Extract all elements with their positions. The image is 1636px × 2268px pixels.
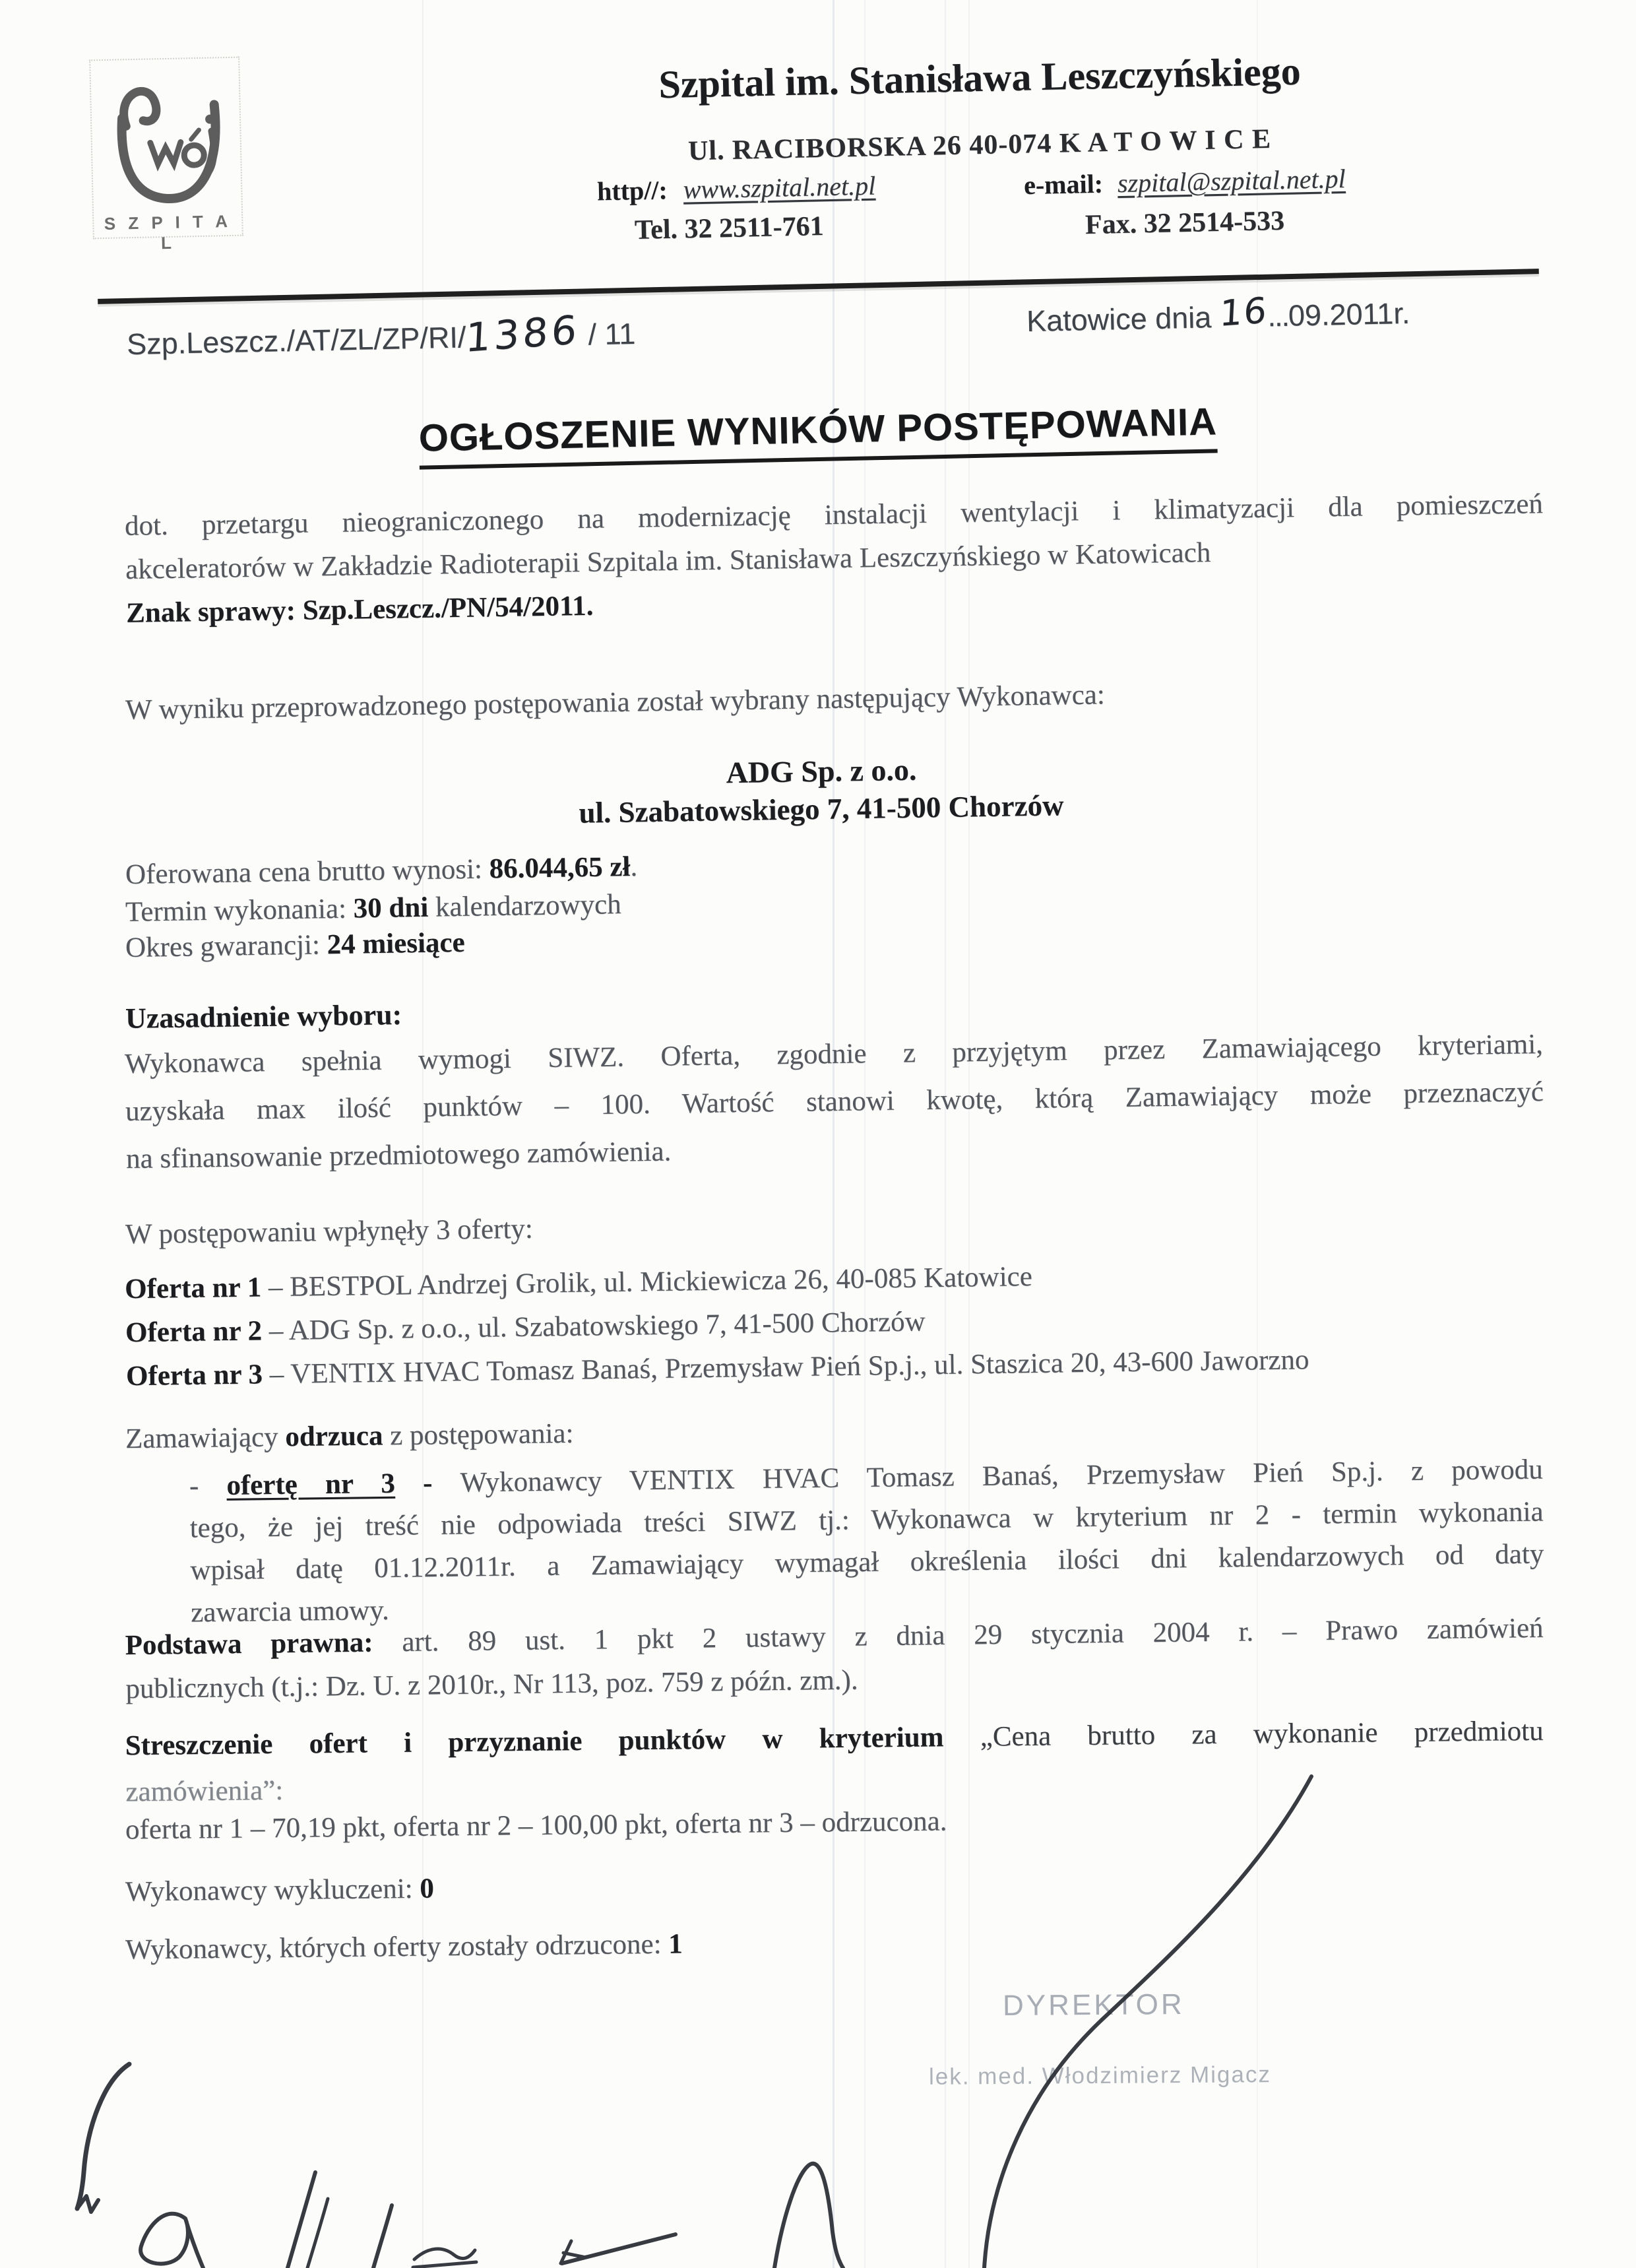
date-prefix: Katowice dnia — [1026, 300, 1220, 339]
logo-smile-icon — [90, 58, 241, 213]
selection-lead: W wyniku przeprowadzonego postępowania został wybrany następujący Wykonawca: — [125, 679, 1106, 726]
rejected-offer-label: ofertę nr 3 — [226, 1468, 396, 1501]
reference-prefix: Szp.Leszcz./AT/ZL/ZP/RI/ — [126, 320, 466, 362]
rejected-label: Wykonawcy, których oferty zostały odrzucone: — [125, 1928, 669, 1966]
justification-line: na sfinansowanie przedmiotowego zamówienia. — [125, 1136, 672, 1175]
email-address: szpital@szpital.net.pl — [1117, 163, 1346, 199]
warranty-label: Okres gwarancji: — [125, 929, 328, 964]
subject-line: dot. przetargu nieograniczonego na modernizację instalacji wentylacji i klimatyzacji dla pomieszczeń — [124, 488, 1544, 542]
rejection-lead-suffix: z postępowania: — [383, 1417, 574, 1452]
offer-label: Oferta nr 3 — [125, 1359, 263, 1392]
email-label: e-mail: — [1023, 168, 1104, 201]
summary-heading-rest: „Cena brutto za wykonanie przedmiotu — [943, 1715, 1544, 1753]
date-suffix: 09.2011r. — [1288, 296, 1410, 333]
subject-paragraph — [125, 482, 1545, 635]
subject-line: akceleratorów w Zakładzie Radioterapii Szpitala im. Stanisława Leszczyńskiego w Katowicach — [125, 537, 1211, 585]
rejection-paragraph — [189, 1448, 1545, 1634]
legal-basis-line: publicznych (t.j.: Dz. U. z 2010r., Nr 113, poz. 759 z późn. zm.). — [125, 1664, 858, 1705]
rejection-lead-prefix: Zamawiający — [125, 1421, 286, 1455]
reference-suffix: / 11 — [579, 316, 636, 352]
completion-term — [125, 888, 621, 928]
website-url: www.szpital.net.pl — [683, 170, 876, 205]
winner-name: ADG Sp. z o.o. — [726, 752, 917, 790]
rejected-count — [125, 1928, 683, 1966]
place-and-date — [1026, 290, 1410, 340]
rejection-line: wpisał datę 01.12.2011r. a Zamawiający wymagał określenia ilości dni kalendarzowych od daty — [190, 1538, 1544, 1586]
rejection-lead — [125, 1417, 574, 1455]
price-tail: . — [630, 851, 638, 883]
director-title-stamp: DYREKTOR — [1002, 1988, 1185, 2022]
term-label: Termin wykonania: — [125, 893, 354, 928]
justification-heading: Uzasadnienie wyboru: — [125, 998, 402, 1035]
date-dots: ... — [1267, 298, 1289, 333]
excluded-count — [125, 1873, 434, 1908]
fax: Fax. 32 2514-533 — [1085, 205, 1285, 241]
director-name-stamp: lek. med. Włodzimierz Migacz — [928, 2061, 1272, 2090]
legal-basis-text: art. 89 ust. 1 pkt 2 ustawy z dnia 29 stycznia 2004 r. – Prawo zamówień — [373, 1612, 1544, 1658]
legal-basis-label: Podstawa prawna: — [125, 1627, 373, 1662]
offer-label: Oferta nr 1 — [124, 1272, 262, 1305]
rejection-line: tego, że jej treść nie odpowiada treści SIWZ tj.: Wykonawca w kryterium nr 2 - termin wykonania — [189, 1496, 1544, 1544]
hospital-logo — [89, 57, 243, 253]
justification-paragraph — [125, 1021, 1545, 1183]
offer-text: – VENTIX HVAC Tomasz Banaś, Przemysław Pień Sp.j., ul. Staszica 20, 43-600 Jaworzno — [262, 1344, 1309, 1390]
warranty-value: 24 miesiące — [327, 926, 465, 961]
reference-number — [126, 308, 636, 364]
offer-label: Oferta nr 2 — [125, 1315, 263, 1349]
term-value: 30 dni — [353, 891, 429, 924]
offer-text: – BESTPOL Andrzej Grolik, ul. Mickiewicza 26, 40-085 Katowice — [261, 1261, 1033, 1303]
winner-address: ul. Szabatowskiego 7, 41-500 Chorzów — [579, 789, 1064, 829]
website-label: http//: — [596, 175, 668, 207]
term-tail: kalendarzowych — [427, 889, 622, 923]
price-value: 86.044,65 zł — [489, 851, 631, 885]
offers-list — [125, 1248, 1571, 1399]
rejection-dash: - — [189, 1470, 227, 1502]
case-number: Znak sprawy: Szp.Leszcz./PN/54/2011. — [125, 590, 594, 629]
document-title: OGŁOSZENIE WYNIKÓW POSTĘPOWANIA — [418, 399, 1218, 469]
excluded-value: 0 — [420, 1873, 435, 1904]
phone: Tel. 32 2511-761 — [634, 211, 825, 245]
offers-lead: W postępowaniu wpłynęły 3 oferty: — [125, 1213, 534, 1250]
email-row — [1024, 163, 1346, 201]
points-summary: oferta nr 1 – 70,19 pkt, oferta nr 2 – 100,00 pkt, oferta nr 3 – odrzucona. — [125, 1805, 947, 1846]
rejection-lead-bold: odrzuca — [285, 1420, 383, 1453]
summary-heading — [125, 1708, 1544, 1816]
justification-line: uzyskała max ilość punktów – 100. Wartość stanowi kwotę, którą Zamawiający może przeznaczyć — [125, 1076, 1544, 1128]
rejection-text: Wykonawcy VENTIX HVAC Tomasz Banaś, Przemysław Pień Sp.j. z powodu — [460, 1454, 1544, 1499]
handwritten-reference-number: 1386 — [464, 307, 582, 362]
offer-text: – ADG Sp. z o.o., ul. Szabatowskiego 7, 41-500 Chorzów — [261, 1306, 926, 1347]
legal-basis — [125, 1607, 1544, 1711]
document-title-row — [125, 393, 1511, 476]
warranty-period — [125, 926, 465, 964]
rejected-value: 1 — [668, 1928, 683, 1960]
hospital-name: Szpital im. Stanisława Leszczyńskiego — [658, 49, 1302, 107]
hospital-address: Ul. RACIBORSKA 26 40-074 K A T O W I C E — [687, 123, 1272, 167]
handwritten-day: 16 — [1218, 289, 1269, 335]
summary-heading-line2: zamówienia”: — [125, 1774, 284, 1808]
rejection-dash2: - — [394, 1467, 460, 1499]
justification-line: Wykonawca spełnia wymogi SIWZ. Oferta, zgodnie z przyjętym przez Zamawiającego kryteriami, — [124, 1029, 1544, 1080]
price-label: Oferowana cena brutto wynosi: — [125, 853, 490, 891]
excluded-label: Wykonawcy wykluczeni: — [125, 1873, 420, 1908]
rejection-line: zawarcia umowy. — [190, 1594, 389, 1629]
summary-heading-bold: Streszczenie ofert i przyznanie punktów w kryterium — [125, 1722, 944, 1762]
offered-price — [125, 851, 638, 891]
website-row — [597, 170, 876, 207]
logo-wordmark: S Z P I T A L — [104, 211, 232, 253]
